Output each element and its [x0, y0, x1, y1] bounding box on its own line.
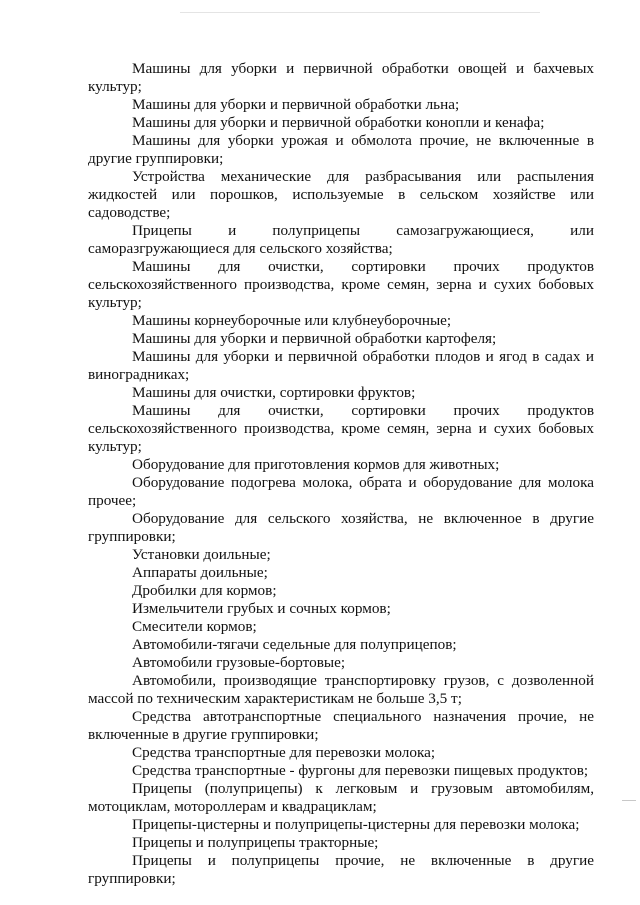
- scan-artifact-margin: [622, 800, 636, 801]
- list-item: Машины для уборки и первичной обработки плодов и ягод в садах и виноградниках;: [88, 348, 594, 383]
- document-body: [88, 60, 594, 888]
- list-item: Прицепы и полуприцепы самозагружающиеся, или саморазгружающиеся для сельского хозяйства;: [88, 222, 594, 257]
- list-item: Оборудование подогрева молока, обрата и оборудование для молока прочее;: [88, 474, 594, 509]
- scan-artifact-top: [180, 12, 540, 13]
- list-item: Измельчители грубых и сочных кормов;: [132, 600, 391, 617]
- list-item: Прицепы и полуприцепы прочие, не включенные в другие группировки;: [88, 852, 594, 887]
- list-item: Автомобили, производящие транспортировку грузов, с дозволенной массой по техническим характеристикам не больше 3,5 т;: [88, 672, 594, 707]
- list-item: Машины корнеуборочные или клубнеуборочные;: [132, 312, 452, 329]
- list-item: Оборудование для приготовления кормов для животных;: [132, 456, 500, 473]
- list-item: Машины для уборки и первичной обработки конопли и кенафа;: [132, 114, 545, 131]
- list-item: Прицепы-цистерны и полуприцепы-цистерны для перевозки молока;: [132, 816, 580, 833]
- list-item: Машины для очистки, сортировки прочих продуктов сельскохозяйственного производства, кроме семян, зерна и сухих бобовых культур;: [88, 402, 594, 455]
- list-item: Установки доильные;: [132, 546, 271, 563]
- list-item: Машины для уборки и первичной обработки овощей и бахчевых культур;: [88, 60, 594, 95]
- list-item: Машины для уборки урожая и обмолота прочие, не включенные в другие группировки;: [88, 132, 594, 167]
- list-item: Машины для уборки и первичной обработки льна;: [132, 96, 460, 113]
- list-item: Аппараты доильные;: [132, 564, 268, 581]
- list-item: Средства транспортные для перевозки молока;: [132, 744, 436, 761]
- list-item: Дробилки для кормов;: [132, 582, 277, 599]
- list-item: Оборудование для сельского хозяйства, не включенное в другие группировки;: [88, 510, 594, 545]
- list-item: Устройства механические для разбрасывания или распыления жидкостей или порошков, используемые в сельском хозяйстве или садоводстве;: [88, 168, 594, 221]
- list-item: Средства автотранспортные специального назначения прочие, не включенные в другие группировки;: [88, 708, 594, 743]
- list-item: Машины для уборки и первичной обработки картофеля;: [132, 330, 497, 347]
- list-item: Машины для очистки, сортировки прочих продуктов сельскохозяйственного производства, кроме семян, зерна и сухих бобовых культур;: [88, 258, 594, 311]
- list-item: Прицепы (полуприцепы) к легковым и грузовым автомобилям, мотоциклам, мотороллерам и квадрациклам;: [88, 780, 594, 815]
- list-item: Смесители кормов;: [132, 618, 257, 635]
- list-item: Средства транспортные - фургоны для перевозки пищевых продуктов;: [132, 762, 589, 779]
- list-item: Машины для очистки, сортировки фруктов;: [132, 384, 416, 401]
- list-item: Прицепы и полуприцепы тракторные;: [132, 834, 379, 851]
- list-item: Автомобили-тягачи седельные для полуприцепов;: [132, 636, 457, 653]
- list-item: Автомобили грузовые-бортовые;: [132, 654, 346, 671]
